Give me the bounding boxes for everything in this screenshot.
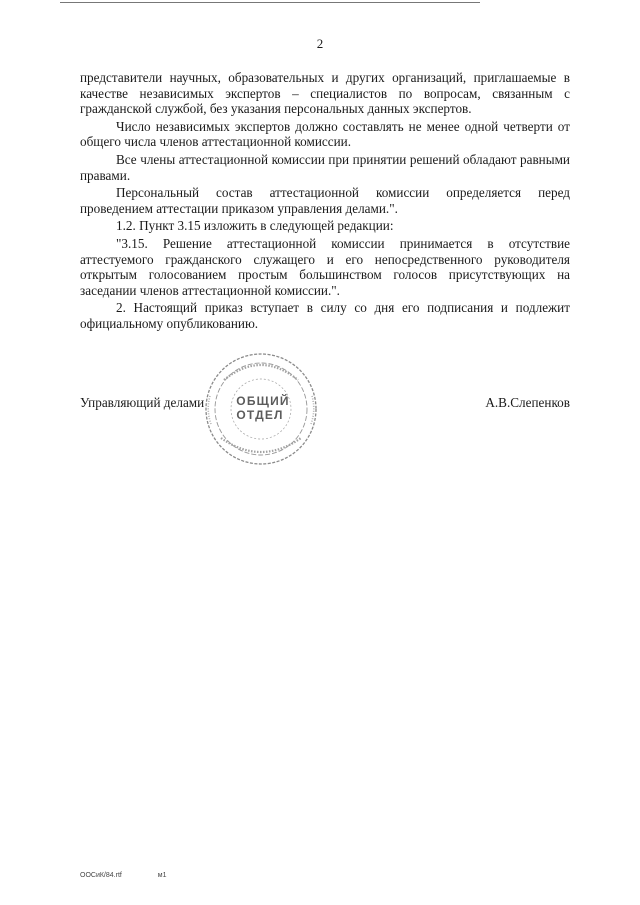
footer-marker: м1 xyxy=(157,872,167,879)
file-footer xyxy=(80,872,167,879)
paragraph-experts-count: Число независимых экспертов должно составлять не менее одной четверти от общего числа членов аттестационной комиссии. xyxy=(80,118,570,150)
paragraph-equal-rights: Все члены аттестационной комиссии при принятии решений обладают равными правами. xyxy=(80,151,570,183)
paragraph-item-3-15: "3.15. Решение аттестационной комиссии принимается в отсутствие аттестуемого гражданского служащего и его непосредственного руководителя открытым голосованием простым большинством голосов присутствующих на заседании членов аттестационной комиссии.". xyxy=(80,235,570,298)
signatory-name: А.В.Слепенков xyxy=(485,395,570,410)
official-stamp-seal xyxy=(196,350,326,468)
document-body xyxy=(80,70,570,334)
stamp-text-line2: ОТДЕЛ xyxy=(236,408,284,422)
footer-file-code: ООСиК/84.rtf xyxy=(80,872,122,879)
top-edge-line xyxy=(60,2,480,3)
paragraph-personal-composition: Персональный состав аттестационной комиссии определяется перед проведением аттестации приказом управления делами.". xyxy=(80,185,570,216)
stamp-text-line1: ОБЩИЙ xyxy=(236,394,290,408)
paragraph-item-1-2: 1.2. Пункт 3.15 изложить в следующей редакции: xyxy=(116,218,394,234)
paragraph-item-2-effective: 2. Настоящий приказ вступает в силу со дня его подписания и подлежит официальному опубликованию. xyxy=(80,300,570,331)
paragraph-experts-list: представители научных, образовательных и других организаций, приглашаемые в качестве независимых экспертов – специалистов по вопросам, связанным с гражданской службой, без указания персональных данных экспертов. xyxy=(80,70,570,117)
signatory-position: Управляющий делами xyxy=(80,395,205,410)
page-number: 2 xyxy=(316,36,324,51)
